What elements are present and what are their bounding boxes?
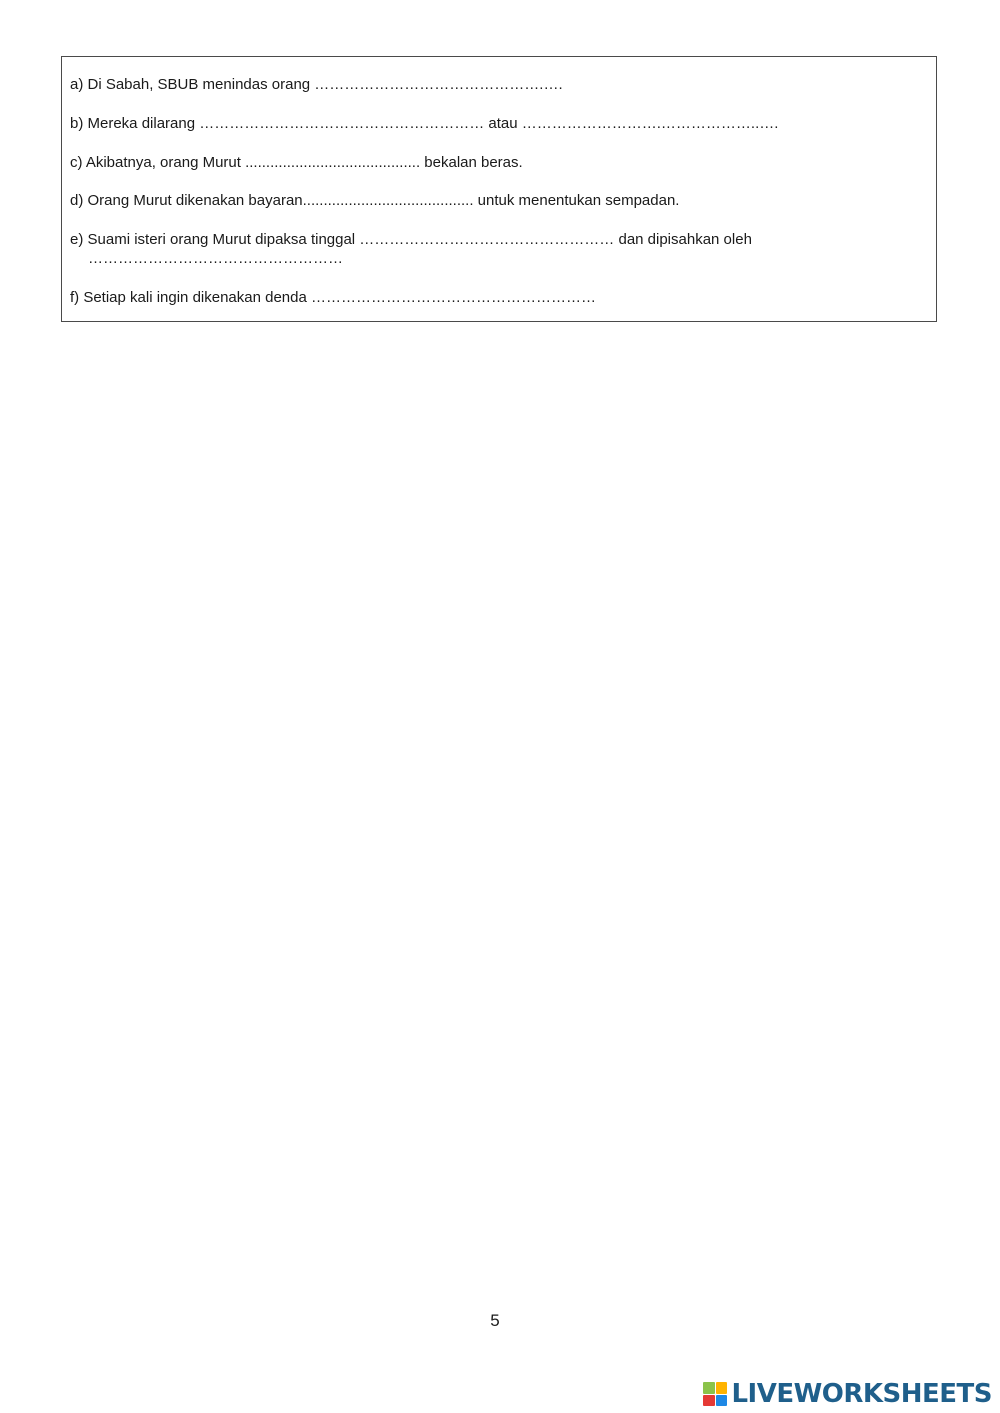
question-d: d) Orang Murut dikenakan bayaran......................................... untuk menentukan sempadan.: [70, 192, 680, 209]
liveworksheets-logo-icon: [703, 1382, 727, 1406]
liveworksheets-brand: [703, 1378, 992, 1410]
question-e-line1: e) Suami isteri orang Murut dipaksa tinggal …………………………………………… dan dipisahkan oleh: [70, 231, 752, 248]
question-e-line2: ……………………………………………: [88, 250, 343, 267]
question-a: a) Di Sabah, SBUB menindas orang ……………………………………….….: [70, 76, 563, 93]
page-number: 5: [490, 1311, 500, 1330]
question-f: f) Setiap kali ingin dikenakan denda …………………………………………………: [70, 289, 596, 306]
question-b: b) Mereka dilarang ………………………………………………… atau ……………………….………………..….: [70, 115, 779, 132]
question-c: c) Akibatnya, orang Murut .......................................... bekalan beras.: [70, 154, 523, 171]
question-box: [61, 56, 937, 322]
brand-name: LIVEWORKSHEETS: [731, 1379, 992, 1409]
